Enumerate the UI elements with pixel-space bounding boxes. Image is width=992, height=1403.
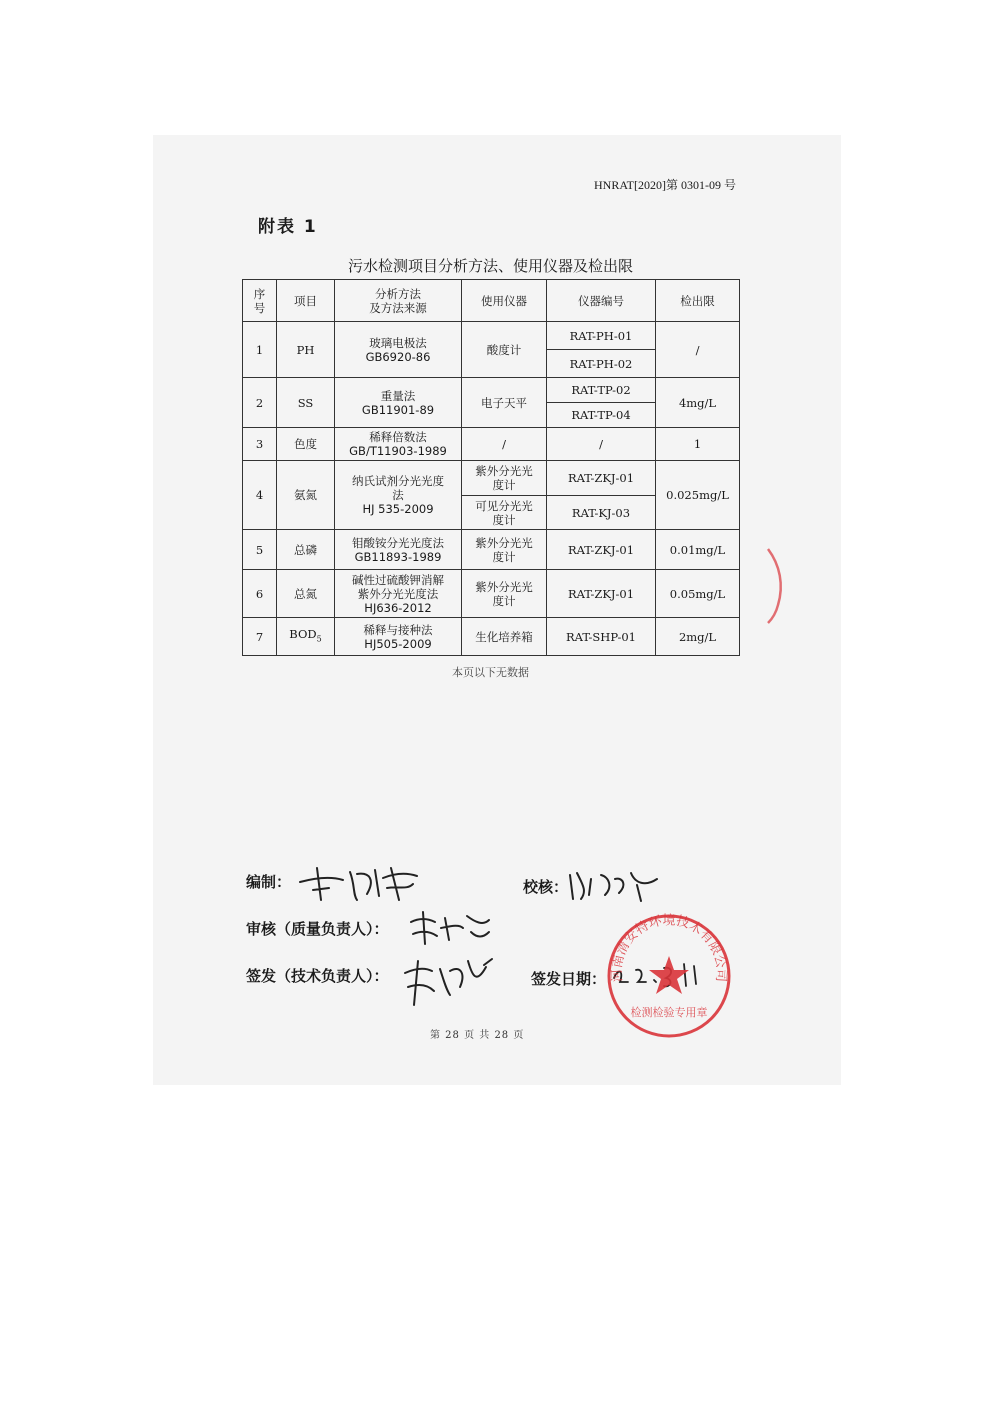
table-row <box>243 461 740 496</box>
cell-instrument-no: RAT-SHP-01 <box>547 618 656 656</box>
cell-limit: / <box>656 322 740 378</box>
header-item: 项目 <box>277 280 335 322</box>
cell-instrument-no: RAT-PH-02 <box>547 350 656 378</box>
cell-seq: 2 <box>243 378 277 428</box>
cell-seq: 1 <box>243 322 277 378</box>
issued-by-label: 签发（技术负责人）： <box>246 967 389 985</box>
issue-date-label: 签发日期： <box>531 970 607 988</box>
cell-instrument-no: RAT-TP-04 <box>547 403 656 428</box>
cell-instrument-no: RAT-PH-01 <box>547 322 656 350</box>
cell-item: SS <box>277 378 335 428</box>
cell-item: 色度 <box>277 428 335 461</box>
table-header-row <box>243 280 740 322</box>
reviewer-signature <box>405 908 495 948</box>
table-row <box>243 378 740 403</box>
cell-instrument-no: RAT-TP-02 <box>547 378 656 403</box>
header-instrument: 使用仪器 <box>462 280 547 322</box>
cell-instrument: 紫外分光光 度计 <box>462 530 547 570</box>
stamp-edge-mark <box>762 545 792 625</box>
official-seal-stamp <box>605 912 733 1040</box>
table-row <box>243 428 740 461</box>
reviewed-by-label: 审核（质量负责人）： <box>246 920 389 938</box>
cell-seq: 5 <box>243 530 277 570</box>
document-number: HNRAT[2020]第 0301-09 号 <box>594 178 736 192</box>
end-of-data-note: 本页以下无数据 <box>452 666 529 679</box>
cell-instrument-no: / <box>547 428 656 461</box>
methods-table <box>242 279 740 656</box>
cell-method: 稀释倍数法 GB/T11903-1989 <box>335 428 462 461</box>
cell-method: 稀释与接种法 HJ505-2009 <box>335 618 462 656</box>
cell-limit: 4mg/L <box>656 378 740 428</box>
cell-instrument: 紫外分光光 度计 <box>462 570 547 618</box>
table-title: 污水检测项目分析方法、使用仪器及检出限 <box>347 257 633 275</box>
cell-seq: 4 <box>243 461 277 530</box>
svg-text:检测检验专用章: 检测检验专用章 <box>630 1006 708 1019</box>
cell-method: 钼酸铵分光光度法 GB11893-1989 <box>335 530 462 570</box>
cell-seq: 7 <box>243 618 277 656</box>
cell-method: 玻璃电极法 GB6920-86 <box>335 322 462 378</box>
compiler-signature <box>295 860 425 905</box>
header-method: 分析方法 及方法来源 <box>335 280 462 322</box>
cell-item <box>277 618 335 656</box>
table-row <box>243 322 740 350</box>
cell-method: 重量法 GB11901-89 <box>335 378 462 428</box>
cell-instrument-no: RAT-ZKJ-01 <box>547 530 656 570</box>
issuer-signature <box>400 955 500 1010</box>
cell-limit: 1 <box>656 428 740 461</box>
compiled-by-label: 编制： <box>246 873 292 891</box>
table-row <box>243 618 740 656</box>
appendix-title: 附表 1 <box>258 217 318 237</box>
cell-seq: 3 <box>243 428 277 461</box>
table-row <box>243 570 740 618</box>
svg-text:河南清安特环境技术有限公司: 河南清安特环境技术有限公司 <box>609 913 729 983</box>
cell-instrument-no: RAT-ZKJ-01 <box>547 570 656 618</box>
cell-instrument: 生化培养箱 <box>462 618 547 656</box>
cell-instrument: 酸度计 <box>462 322 547 378</box>
cell-instrument: 可见分光光 度计 <box>462 496 547 530</box>
cell-instrument-no: RAT-KJ-03 <box>547 496 656 530</box>
cell-limit: 0.01mg/L <box>656 530 740 570</box>
cell-instrument-no: RAT-ZKJ-01 <box>547 461 656 496</box>
cell-item: 氨氮 <box>277 461 335 530</box>
cell-item: 总磷 <box>277 530 335 570</box>
checked-by-label: 校核： <box>523 878 569 896</box>
cell-method: 纳氏试剂分光光度 法 HJ 535-2009 <box>335 461 462 530</box>
cell-item: 总氮 <box>277 570 335 618</box>
cell-item: PH <box>277 322 335 378</box>
header-limit: 检出限 <box>656 280 740 322</box>
cell-instrument: / <box>462 428 547 461</box>
cell-item-text: BOD <box>289 626 317 641</box>
header-instrument-no: 仪器编号 <box>547 280 656 322</box>
cell-seq: 6 <box>243 570 277 618</box>
cell-limit: 0.05mg/L <box>656 570 740 618</box>
cell-limit: 0.025mg/L <box>656 461 740 530</box>
page-footer: 第 28 页 共 28 页 <box>430 1030 525 1041</box>
checker-signature <box>565 865 665 905</box>
table-row <box>243 530 740 570</box>
cell-item-subscript: 5 <box>316 634 322 644</box>
cell-method: 碱性过硫酸钾消解 紫外分光光度法 HJ636-2012 <box>335 570 462 618</box>
cell-instrument: 紫外分光光 度计 <box>462 461 547 496</box>
header-seq: 序 号 <box>243 280 277 322</box>
cell-instrument: 电子天平 <box>462 378 547 428</box>
cell-limit: 2mg/L <box>656 618 740 656</box>
